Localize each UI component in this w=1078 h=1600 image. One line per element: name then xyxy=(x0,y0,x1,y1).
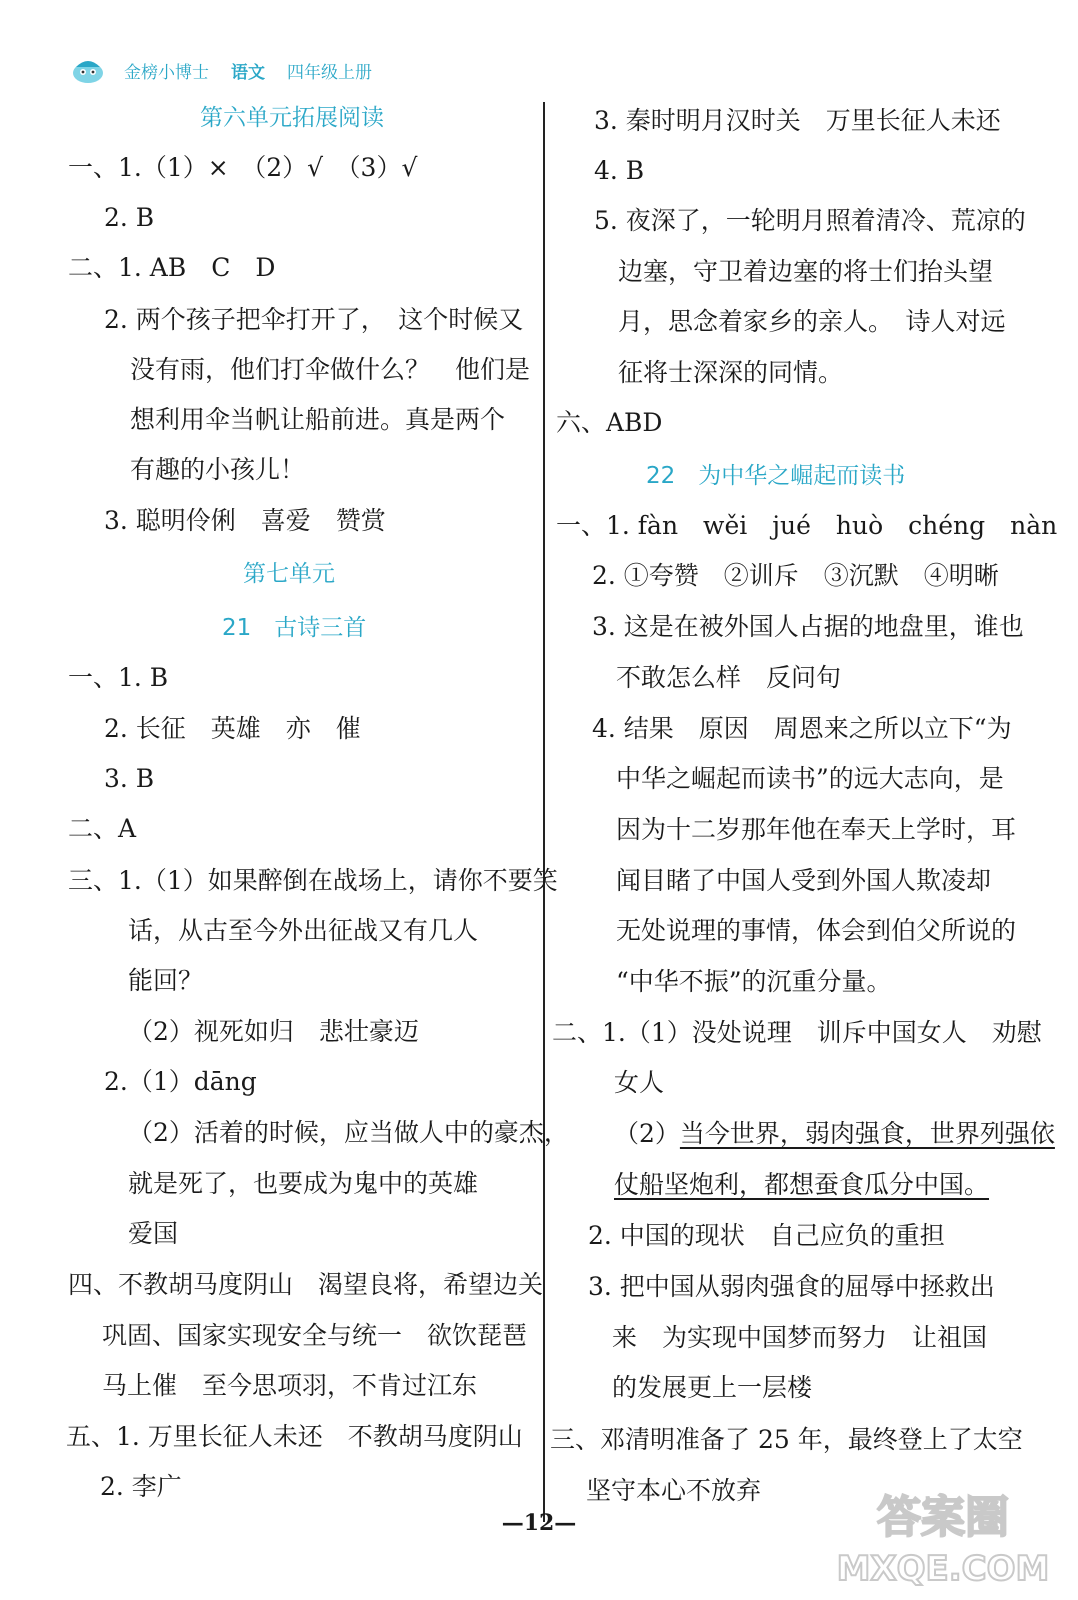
answer-line: 的发展更上一层楼 xyxy=(612,1373,813,1402)
answer-line: 月，思念着家乡的亲人。 诗人对远 xyxy=(618,307,1006,336)
series-name: 金榜小博士 xyxy=(124,62,209,83)
unit-heading: 第七单元 xyxy=(243,561,335,587)
answer-line: 坚守本心不放弃 xyxy=(586,1476,762,1505)
answer-line xyxy=(614,1118,1055,1150)
answer-line: 2. 长征 英雄 亦 催 xyxy=(104,714,361,743)
answer-line: 能回？ xyxy=(128,966,204,995)
answer-line: 六、ABD xyxy=(556,408,663,437)
answer-line: 边塞，守卫着边塞的将士们抬头望 xyxy=(618,257,994,286)
answer-line: 闻目睹了中国人受到外国人欺凌却 xyxy=(616,866,992,895)
answer-line: 2. 李广 xyxy=(100,1472,182,1501)
answer-line: 来 为实现中国梦而努力 让祖国 xyxy=(612,1323,988,1352)
answer-line: 二、1. AB C D xyxy=(68,253,276,282)
underlined-answer: 当今世界，弱肉强食，世界列强依 xyxy=(679,1119,1055,1148)
answer-line: 3. 聪明伶俐 喜爱 赞赏 xyxy=(104,506,386,535)
page-header xyxy=(70,52,394,88)
answer-line: 3. 秦时明月汉时关 万里长征人未还 xyxy=(594,106,1001,135)
answer-line: 3. 这是在被外国人占据的地盘里，谁也 xyxy=(592,612,1024,641)
lesson-heading: 22 为中华之崛起而读书 xyxy=(646,463,906,489)
subject-name: 语文 xyxy=(231,62,265,83)
answer-line: 因为十二岁那年他在奉天上学时，耳 xyxy=(616,815,1017,844)
answer-line: 3. B xyxy=(104,764,155,793)
answer-line: 没有雨，他们打伞做什么？ 他们是 xyxy=(130,355,531,384)
watermark-logo xyxy=(828,1480,1058,1590)
answer-line: 4. 结果 原因 周恩来之所以立下“为 xyxy=(592,714,1012,743)
lesson-heading: 21 古诗三首 xyxy=(222,615,367,641)
underlined-answer: 仗船坚炮利，都想蚕食瓜分中国。 xyxy=(614,1170,990,1199)
watermark-text-cn: 答案圈 xyxy=(877,1492,1009,1543)
answer-line: 2. B xyxy=(104,203,155,232)
answer-line: 二、A xyxy=(68,814,137,843)
answer-line: 一、1.（1）× （2）√ （3）√ xyxy=(68,153,418,182)
answer-line: 二、1.（1）没处说理 训斥中国女人 劝慰 xyxy=(552,1018,1042,1047)
page-number: —12— xyxy=(501,1510,577,1536)
answer-line: 中华之崛起而读书”的远大志向，是 xyxy=(616,764,1004,793)
answer-line: 4. B xyxy=(594,156,645,185)
answer-line: 三、1.（1）如果醉倒在战场上，请你不要笑 xyxy=(68,866,558,895)
answer-line: 想利用伞当帆让船前进。真是两个 xyxy=(130,405,506,434)
watermark-text-url: MXQE.COM xyxy=(836,1549,1050,1589)
answer-line: 一、1. fàn wěi jué huò chéng nàn xyxy=(556,511,1058,540)
grade-name: 四年级上册 xyxy=(287,62,372,83)
answer-line: 2. 中国的现状 自己应负的重担 xyxy=(588,1221,945,1250)
answer-line: 五、1. 万里长征人未还 不教胡马度阴山 xyxy=(66,1422,523,1451)
answer-line: 有趣的小孩儿！ xyxy=(130,455,306,484)
column-divider xyxy=(543,102,545,1522)
answer-line: 爱国 xyxy=(128,1219,179,1248)
answer-line: 2.（1）dāng xyxy=(104,1067,257,1096)
answer-line: 5. 夜深了，一轮明月照着清冷、荒凉的 xyxy=(594,206,1026,235)
answer-line: 三、邓清明准备了 25 年，最终登上了太空 xyxy=(550,1425,1023,1454)
answer-line: 话，从古至今外出征战又有几人 xyxy=(128,916,479,945)
answer-line: “中华不振”的沉重分量。 xyxy=(616,967,892,996)
owl-logo-icon xyxy=(70,55,106,85)
answer-line: 2. ①夸赞 ②训斥 ③沉默 ④明晰 xyxy=(592,561,999,590)
answer-line: 女人 xyxy=(614,1068,665,1097)
answer-prefix: （2） xyxy=(614,1119,680,1148)
answer-line: 3. 把中国从弱肉强食的屈辱中拯救出 xyxy=(588,1272,995,1301)
section-heading: 第六单元拓展阅读 xyxy=(200,105,384,131)
answer-line: 四、不教胡马度阴山 渴望良将，希望边关 xyxy=(68,1270,544,1299)
answer-line: 征将士深深的同情。 xyxy=(618,358,844,387)
answer-line: （2）活着的时候，应当做人中的豪杰， xyxy=(128,1118,569,1147)
answer-line: 马上催 至今思项羽，不肯过江东 xyxy=(102,1371,478,1400)
answer-line: 无处说理的事情，体会到伯父所说的 xyxy=(616,916,1017,945)
answer-line: 2. 两个孩子把伞打开了， 这个时候又 xyxy=(104,305,524,334)
answer-line: （2）视死如归 悲壮豪迈 xyxy=(128,1017,419,1046)
answer-line: 不敢怎么样 反问句 xyxy=(616,663,842,692)
answer-line: 巩固、国家实现安全与统一 欲饮琵琶 xyxy=(102,1321,528,1350)
answer-line: 一、1. B xyxy=(68,663,169,692)
answer-line: 就是死了，也要成为鬼中的英雄 xyxy=(128,1169,479,1198)
